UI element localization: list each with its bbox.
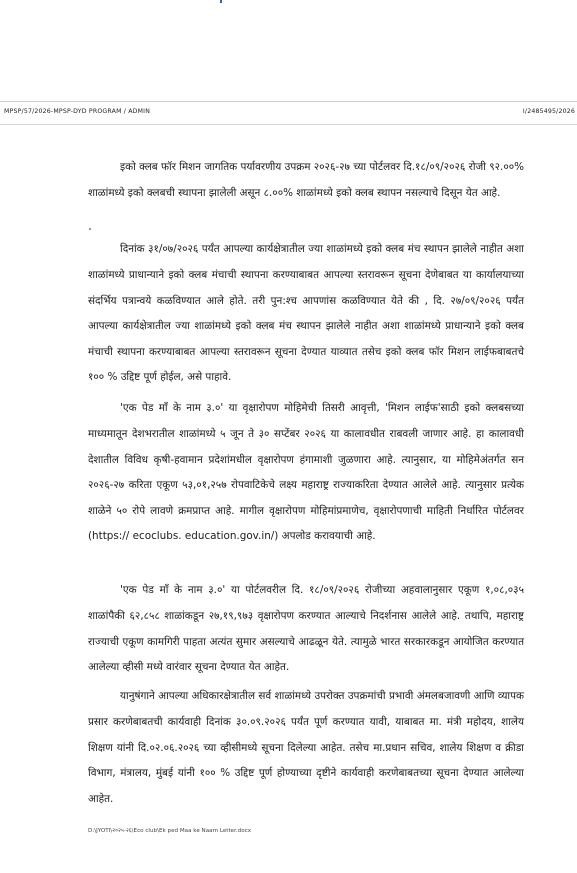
top-marker — [220, 0, 222, 3]
paragraph-text: 'एक पेड माँ के नाम ३.०' या पोर्टलवरील दि. १८/०९/२०२६ रोजीच्या अहवालानुसार एकूण १,०८,०३५ शाळांपैकी ६२,८५८ शाळांकडून २७,१९,९७३ वृक्षारोपण करण्यात आल्याचे निदर्शनास आलेले आहे. तथापि, महाराष्ट्र राज्याची एकूण कामगिरी पाहता अत्यंत सुमार असल्याचे आढळून येते. त्यामुळे भारत सरकारकडून आयोजित करण्यात आलेल्या व्हीसी मध्ये वारंवार सूचना देण्यात येत आहेत. — [88, 584, 524, 674]
paragraph-portal-report — [88, 578, 524, 680]
paragraph-text: इको क्लब फॉर मिशन जागतिक पर्यावरणीय उपक्रम २०२६-२७ च्या पोर्टलवर दि.१८/०९/२०२६ रोजी ९२.००% शाळांमध्ये इको क्लबची स्थापना झालेली असून ८.००% शाळांमध्ये इको क्लब स्थापन नसल्याचे दिसून येत आहे. — [88, 161, 525, 199]
paragraph-eco-club-instructions — [88, 237, 524, 391]
paragraph-text: यानुषंगाने आपल्या अधिकारक्षेत्रातील सर्व शाळांमध्ये उपरोक्त उपक्रमांची प्रभावी अंमलबजावणी आणि व्यापक प्रसार करणेबाबतची कार्यवाही दिनांक ३०.०९.२०२६ पर्यंत पूर्ण करण्यात यावी, याबाबत मा. मंत्री महोदय, शालेय शिक्षण यांनी दि.०२.०६.२०२६ च्या व्हीसीमध्ये सूचना दिलेल्या आहेत. तसेच मा.प्रधान सचिव, शालेय शिक्षण व क्रीडा विभाग, मंत्रालय, मुंबई यांनी १०० % उद्दिष्ट पूर्ण होण्याच्या दृष्टीने कार्यवाही करणेबाबतच्या सूचना देण्यात आलेल्या आहेत. — [88, 690, 524, 805]
file-path-footer: D:\JYOTI\२०२५-२६\Eco club\Ek ped Maa ke Naam Letter.docx — [88, 828, 252, 834]
paragraph-text: दिनांक ३१/०७/२०२६ पर्यंत आपल्या कार्यक्षेत्रातील ज्या शाळांमध्ये इको क्लब मंच स्थापन झालेले नाहीत अशा शाळांमध्ये प्राधान्याने इको क्लब मंचाची स्थापना करण्याबाबत आपल्या स्तरावरून सूचना देणेबाबत या कार्यालयाच्या संदर्भिय पत्रान्वये कळविण्यात आले होते. तरी पुन:श्च आपणांस कळविण्यात येते की , दि. २७/०९/२०२६ पर्यंत आपल्या कार्यक्षेत्रातील ज्या शाळांमध्ये इको क्लब मंच स्थापन झालेले नाहीत अशा शाळांमध्ये प्राधान्याने इको क्लब मंचाची स्थापना करण्याबाबत आपल्या स्तरावरून सूचना देण्यात याव्यात तसेच इको क्लब फॉर मिशन लाईफबाबतचे १०० % उद्दिष्ट पूर्ण होईल, असे पाहावे. — [88, 243, 524, 384]
document-header — [0, 101, 577, 125]
paragraph-directives — [88, 684, 524, 812]
paragraph-eco-club-status — [88, 155, 524, 206]
document-number: I/2485495/2026 — [522, 108, 575, 115]
margin-mark — [89, 228, 91, 230]
file-reference: MPSP/57/2026-MPSP-DYD PROGRAM / ADMIN — [4, 108, 151, 115]
paragraph-plantation-campaign — [88, 396, 524, 550]
paragraph-text: 'एक पेड माँ के नाम ३.०' या वृक्षारोपण मोहिमेची तिसरी आवृत्ती, 'मिशन लाईफ'साठी इको क्लबसच्या माध्यमातून देशभरातील शाळांमध्ये ५ जून ते ३० सप्टेंबर २०२६ या कालावधीत राबवली जाणार आहे. हा कालावधी देशातील विविध कृषी-हवामान प्रदेशांमधील वृक्षारोपण हंगामाशी जुळणारा आहे. त्यानुसार, या मोहिमेअंतर्गत सन २०२६-२७ करिता एकूण ५३,०१,२५७ रोपवाटिकेचे लक्ष्य महाराष्ट्र राज्याकरिता देण्यात आलेले आहे. त्यानुसार प्रत्येक शाळेने ५० रोपे लावणे क्रमप्राप्त आहे. मागील वृक्षारोपण मोहिमांप्रमाणेच, वृक्षारोपणाची माहिती निर्धारित पोर्टलवर (https:// ecoclubs. education.gov.in/) अपलोड करावयाची आहे. — [88, 402, 524, 543]
